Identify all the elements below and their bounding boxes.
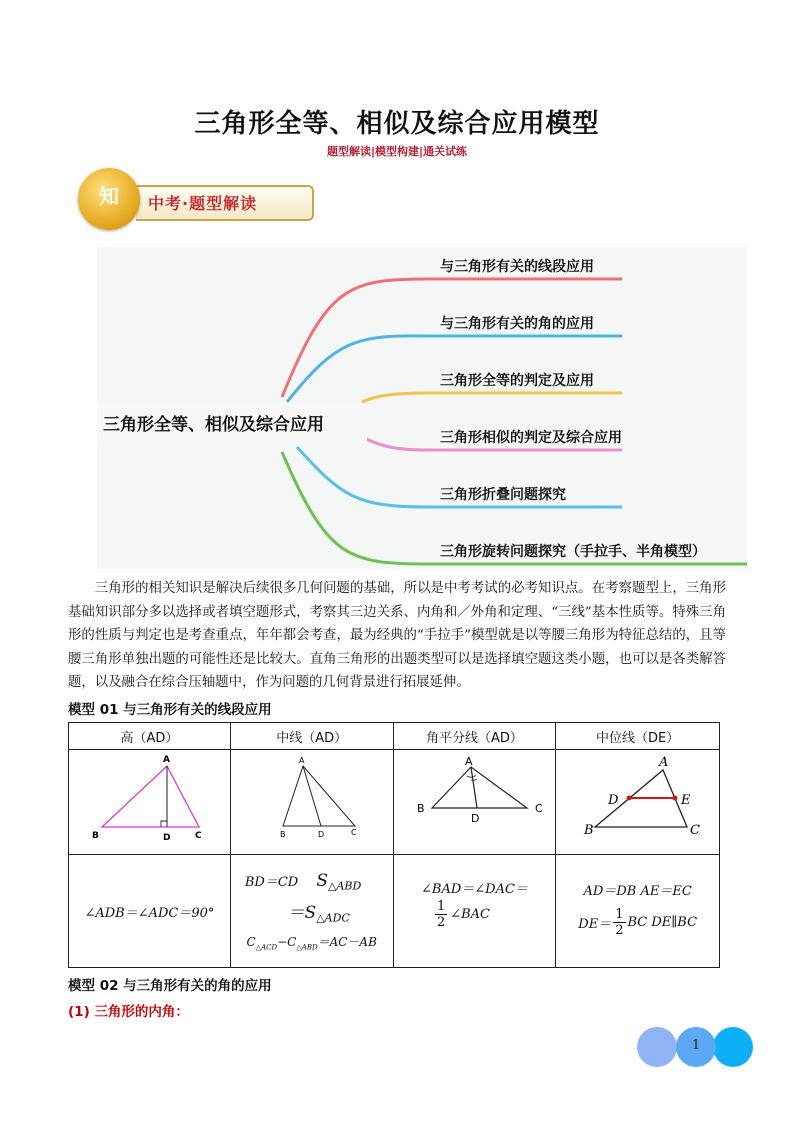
formula-median-4a-sub: △ACD: [255, 943, 278, 952]
formula-median-2-sub: △ABD: [328, 879, 362, 893]
label-B: B: [92, 831, 100, 841]
figure-midline: [563, 752, 713, 848]
formula-median-1: BD＝CD: [244, 874, 299, 890]
intro-paragraph: 三角形的相关知识是解决后续很多几何问题的基础，所以是中考考试的必考知识点。在考察题型上，三角形基础知识部分多以选择或者填空题形式，考察其三边关系、内角和／外角和定理、“三线”基本性质等。特殊三角形的性质与判定也是考查重点，年年都会考查，最为经典的“手拉手”模型就是以等腰三角形为特征总结的，且等腰三角形单独出题的可能性还是比较大。直角三角形的出题类型可以是选择填空题这类小题，也可以是各类解答题，以及融合在综合压轴题中，作为问题的几何背景进行拓展延伸。: [68, 581, 726, 690]
branch-label-2: 与三角形有关的角的应用: [440, 316, 594, 332]
section-badge-char: 知: [99, 184, 119, 208]
center-label: 三角形全等、相似及综合应用: [103, 415, 324, 435]
figure-median: [237, 752, 387, 848]
model02-heading: 模型 02 与三角形有关的角的应用: [68, 978, 272, 994]
label-D: D: [317, 830, 324, 839]
label-A: A: [465, 755, 473, 768]
formula-bisector-den: 2: [436, 915, 446, 930]
figure-bisector-cell: [393, 750, 556, 855]
formula-midline-den: 2: [615, 923, 624, 938]
branch-label-6: 三角形旋转问题探究（手拉手、半角模型）: [440, 544, 706, 560]
label-D: D: [607, 793, 619, 808]
page-badge-circle-right: [713, 1027, 753, 1067]
formula-midline-2b: BC DE∥BC: [627, 915, 698, 930]
formula-altitude: ∠ADB＝∠ADC＝90°: [69, 855, 231, 968]
branch-label-1: 与三角形有关的线段应用: [440, 259, 594, 275]
label-A: A: [163, 755, 171, 765]
section-badge-label: 中考·题型解读: [148, 194, 258, 213]
formula-bisector-num: 1: [436, 899, 446, 914]
label-D: D: [163, 833, 171, 843]
formula-median-3-sub: △ADC: [316, 911, 350, 925]
model01-table: [68, 722, 720, 968]
model01-heading: 模型 01 与三角形有关的线段应用: [68, 702, 272, 718]
figure-altitude-cell: [69, 750, 231, 855]
formula-median-3: ＝S: [287, 903, 317, 924]
mindmap: [97, 247, 747, 569]
col-header-midline: 中位线（DE）: [556, 723, 720, 750]
formula-median-cell: [230, 855, 393, 968]
branch-label-4: 三角形相似的判定及综合应用: [440, 430, 622, 446]
branch-line-3: [362, 393, 622, 402]
formula-bisector-2: ∠BAC: [450, 907, 490, 922]
branch-label-5: 三角形折叠问题探究: [440, 487, 566, 503]
label-C: C: [535, 802, 544, 815]
label-C: C: [350, 828, 357, 837]
label-E: E: [680, 793, 691, 808]
branch-label-3: 三角形全等的判定及应用: [440, 373, 594, 389]
formula-median-4b-sub: △ABD: [296, 943, 318, 952]
formula-bisector-cell: [393, 855, 556, 968]
formula-median-4b: −C: [277, 934, 297, 949]
label-B: B: [583, 823, 594, 838]
label-C: C: [195, 831, 203, 841]
formula-midline-1: AD＝DB AE＝EC: [583, 884, 692, 899]
mindmap-graphic: [97, 247, 747, 569]
figure-midline-cell: [556, 750, 720, 855]
label-B: B: [417, 802, 426, 815]
figure-altitude: [74, 752, 224, 848]
label-A: A: [658, 755, 669, 770]
col-header-bisector: 角平分线（AD）: [393, 723, 556, 750]
page-number: 1: [691, 1038, 701, 1053]
formula-median-4c: ＝AC－AB: [317, 934, 377, 949]
label-C: C: [689, 823, 700, 838]
label-A: A: [298, 756, 305, 765]
col-header-altitude: 高（AD）: [69, 723, 231, 750]
col-header-median: 中线（AD）: [230, 723, 393, 750]
formula-median-2: S: [316, 870, 328, 891]
formula-midline-2a: DE＝: [578, 917, 612, 932]
label-B: B: [279, 830, 286, 839]
model02-subheading: (1) 三角形的内角：: [68, 1004, 189, 1020]
page-badge-circle-left: [637, 1027, 677, 1067]
page-title: 三角形全等、相似及综合应用模型: [194, 109, 600, 139]
figure-bisector: [399, 752, 549, 848]
label-D: D: [471, 812, 480, 825]
formula-midline-cell: [556, 855, 720, 968]
formula-midline-num: 1: [615, 907, 624, 922]
page-subtitle: 题型解读|模型构建|通关试练: [326, 145, 468, 158]
formula-bisector-1: ∠BAD＝∠DAC＝: [421, 882, 528, 897]
formula-median-4a: C: [246, 934, 256, 949]
figure-median-cell: [230, 750, 393, 855]
